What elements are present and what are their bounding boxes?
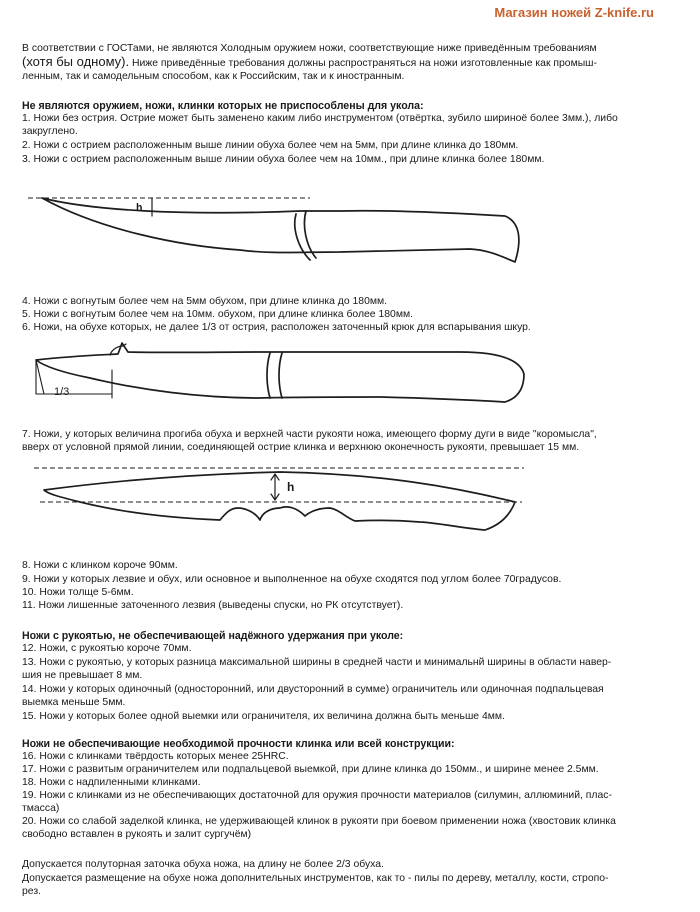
section3-heading: Ножи не обеспечивающие необходимой прочности клинка или всей конструкции: [22,738,455,750]
section1-heading: Не являются оружием, ножи, клинки которых не приспособлены для укола: [22,100,424,112]
item-line: 5. Ножи с вогнутым более чем на 10мм. обухом, при длине клинка более 180мм. [22,309,413,320]
intro-line-3: ленным, так и самодельным способом, как к Российским, так и к иностранным. [22,71,405,82]
figure1-label: h [136,202,143,214]
section2-line: выемка меньше 5мм. [22,697,126,708]
item-line: 9. Ножи у которых лезвие и обух, или основное и выполненное на обухе сходятся под углом более 70градусов. [22,574,562,585]
footer-line: рез. [22,886,41,897]
intro-line-1: В соответствии с ГОСТами, не являются Холодным оружием ножи, соответствующие ниже приведённым требованиям [22,43,597,54]
section3-line: 19. Ножи с клинками из не обеспечивающих достаточной для оружия прочности материалов (силумин, аллюминий, плас- [22,790,612,801]
section1-line: закруглено. [22,126,78,137]
item-line: 6. Ножи, на обухе которых, не далее 1/3 от острия, расположен заточенный крюк для вспарывания шкур. [22,322,531,333]
knife-outline [44,472,515,530]
section3-line: тмасса) [22,803,60,814]
item-line: 8. Ножи с клинком короче 90мм. [22,560,178,571]
section3-line: свободно вставлен в рукоять и залит сургучём) [22,829,252,840]
figure2-label: 1/3 [54,386,70,398]
section1-line: 1. Ножи без острия. Острие может быть заменено каким либо инструментом (отвёртка, зубило шириноё более 3мм.), либо [22,113,618,124]
section2-line: 13. Ножи с рукоятью, у которых разница максимальной ширины в средней части и минимальнй ширины в области навер- [22,657,612,668]
section2-line: 15. Ножи у которых более одной выемки или ограничителя, их величина должна быть меньше 4мм. [22,711,505,722]
section2-heading: Ножи с рукоятью, не обеспечивающей надёжного удержания при уколе: [22,630,404,642]
item-line: 7. Ножи, у которых величина прогиба обуха и верхней части рукояти ножа, имеющего форму дуги в виде "коромысла", [22,429,597,440]
footer-line: Допускается полуторная заточка обуха ножа, на длину не более 2/3 обуха. [22,859,384,870]
footer-line: Допускается размещение на обухе ножа дополнительных инструментов, как то - пилы по дереву, металлу, кости, стропо- [22,873,609,884]
figure3-label: h [287,480,295,494]
section3-line: 20. Ножи со слабой заделкой клинка, не удерживающей клинок в рукояти при боевом применении ножа (хвостовик клинка [22,816,616,827]
section2-line: шия не превышает 8 мм. [22,670,143,681]
item-line: вверх от условной прямой линии, соединяющей острие клинка и верхнюю оконечность рукояти, превышает 15 мм. [22,442,580,453]
item-line: 10. Ножи толще 5-6мм. [22,587,134,598]
section2-line: 12. Ножи, с рукоятью короче 70мм. [22,643,192,654]
item-line: 4. Ножи с вогнутым более чем на 5мм обухом, при длине клинка до 180мм. [22,296,388,307]
intro-line-2-rest: Ниже приведённые требования должны распространяться на ножи изготовленные как промыш- [129,58,597,69]
brand-title: Магазин ножей Z-knife.ru [494,5,654,20]
section1-line: 3. Ножи с острием расположенным выше линии обуха более чем на 10мм., при длине клинка более 180мм. [22,154,545,165]
section1-line: 2. Ножи с острием расположенным выше линии обуха более чем на 5мм, при длине клинка до 180мм. [22,140,519,151]
section3-line: 16. Ножи с клинками твёрдость которых менее 25HRC. [22,751,289,762]
item-line: 11. Ножи лишенные заточенного лезвия (выведены спуски, но РК отсутствует). [22,600,404,611]
section2-line: 14. Ножи у которых одиночный (односторонний, или двусторонний в сумме) ограничитель или одиночная подпальцевая [22,684,604,695]
section3-line: 18. Ножи с надпиленными клинками. [22,777,201,788]
intro-emphasis: (хотя бы одному). [22,54,130,69]
section3-line: 17. Ножи с развитым ограничителем или подпальцевой выемкой, при длине клинка до 150мм., и ширине менее 2.5мм. [22,764,599,775]
